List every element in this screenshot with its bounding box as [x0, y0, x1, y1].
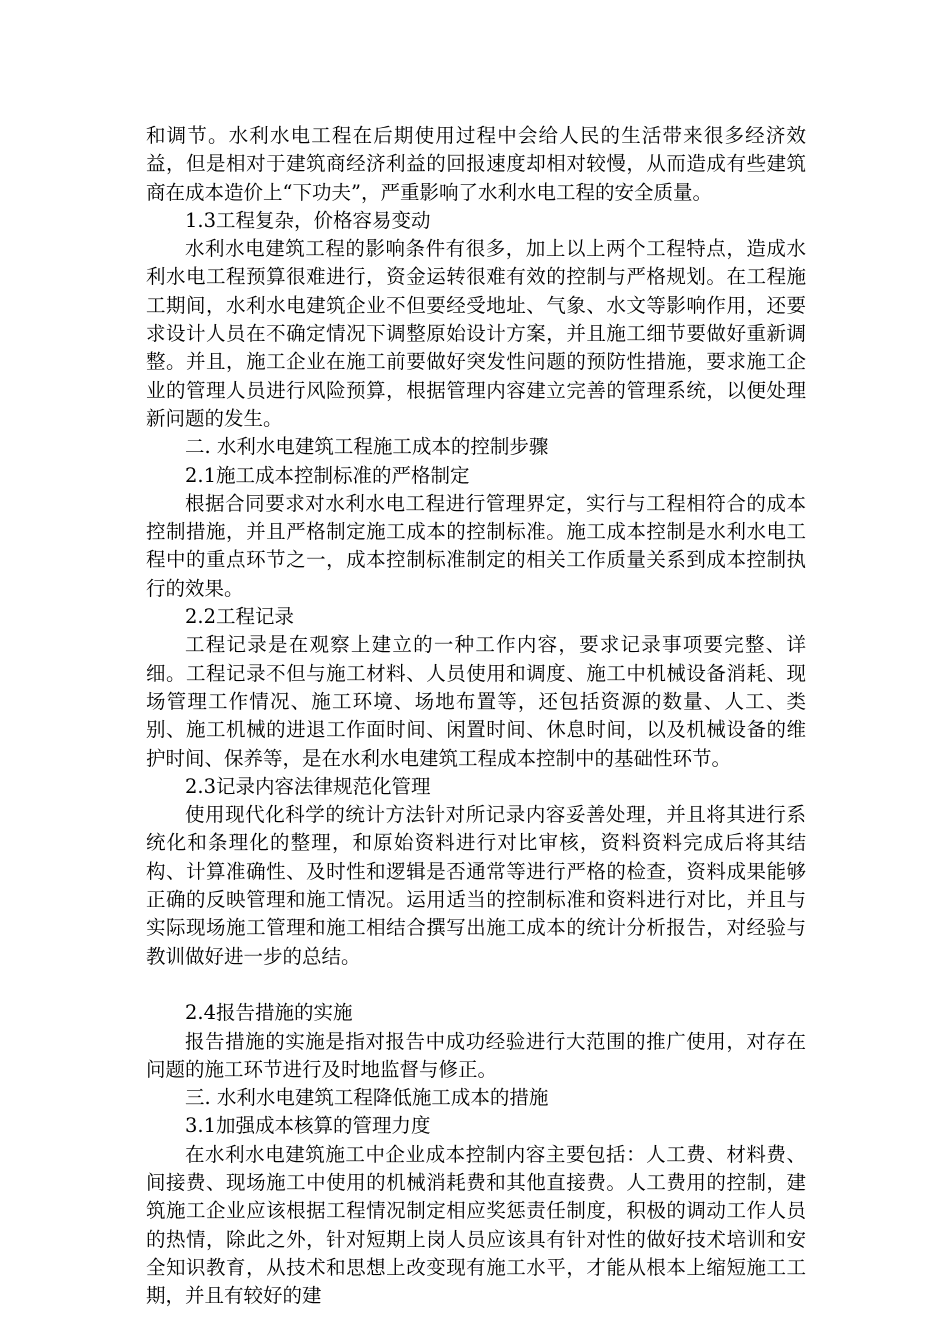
chapter-heading-2: 二. 水利水电建筑工程施工成本的控制步骤 — [185, 435, 549, 459]
document-body — [146, 122, 806, 1310]
paragraph: 在水利水电建筑施工中企业成本控制内容主要包括：人工费、材料费、间接费、现场施工中使用的机械消耗费和其他直接费。人工费用的控制，建筑施工企业应该根据工程情况制定相应奖惩责任制度，积极的调动工作人员的热情，除此之外，针对短期上岗人员应该具有针对性的做好技术培训和安全知识教育，从技术和思想上改变现有施工水平，才能从根本上缩短施工工期，并且有较好的建 — [146, 1142, 806, 1308]
section-heading-2-4: 2.4报告措施的实施 — [185, 1001, 353, 1025]
chapter-heading-3: 三. 水利水电建筑工程降低施工成本的措施 — [185, 1086, 549, 1110]
paragraph: 工程记录是在观察上建立的一种工作内容，要求记录事项要完整、详细。工程记录不但与施工材料、人员使用和调度、施工中机械设备消耗、现场管理工作情况、施工环境、场地布置等，还包括资源的数量、人工、类别、施工机械的进退工作面时间、闲置时间、休息时间，以及机械设备的维护时间、保养等，是在水利水电建筑工程成本控制中的基础性环节。 — [146, 633, 806, 770]
section-heading-2-1: 2.1施工成本控制标准的严格制定 — [185, 463, 470, 487]
section-heading-2-2: 2.2工程记录 — [185, 605, 295, 629]
paragraph: 根据合同要求对水利水电工程进行管理界定，实行与工程相符合的成本控制措施，并且严格制定施工成本的控制标准。施工成本控制是水利水电工程中的重点环节之一，成本控制标准制定的相关工作质量关系到成本控制执行的效果。 — [146, 491, 806, 600]
paragraph: 报告措施的实施是指对报告中成功经验进行大范围的推广使用，对存在问题的施工环节进行及时地监督与修正。 — [146, 1029, 806, 1081]
paragraph: 水利水电建筑工程的影响条件有很多，加上以上两个工程特点，造成水利水电工程预算很难进行，资金运转很难有效的控制与严格规划。在工程施工期间，水利水电建筑企业不但要经受地址、气象、水文等影响作用，还要求设计人员在不确定情况下调整原始设计方案，并且施工细节要做好重新调整。并且，施工企业在施工前要做好突发性问题的预防性措施，要求施工企业的管理人员进行风险预算，根据管理内容建立完善的管理系统，以便处理新问题的发生。 — [146, 237, 806, 430]
section-heading-2-3: 2.3记录内容法律规范化管理 — [185, 774, 431, 798]
section-heading-1-3: 1.3工程复杂，价格容易变动 — [185, 208, 431, 232]
blank-line — [146, 971, 806, 999]
paragraph: 使用现代化科学的统计方法针对所记录内容妥善处理，并且将其进行系统化和条理化的整理，和原始资料进行对比审核，资料资料完成后将其结构、计算准确性、及时性和逻辑是否通常等进行严格的检查，资料成果能够正确的反映管理和施工情况。运用适当的控制标准和资料进行对比，并且与实际现场施工管理和施工相结合撰写出施工成本的统计分析报告，对经验与教训做好进一步的总结。 — [146, 803, 806, 968]
section-heading-3-1: 3.1加强成本核算的管理力度 — [185, 1114, 431, 1138]
paragraph-continued: 和调节。水利水电工程在后期使用过程中会给人民的生活带来很多经济效益，但是相对于建筑商经济利益的回报速度却相对较慢，从而造成有些建筑商在成本造价上“下功夫”，严重影响了水利水电工程的安全质量。 — [146, 124, 806, 204]
